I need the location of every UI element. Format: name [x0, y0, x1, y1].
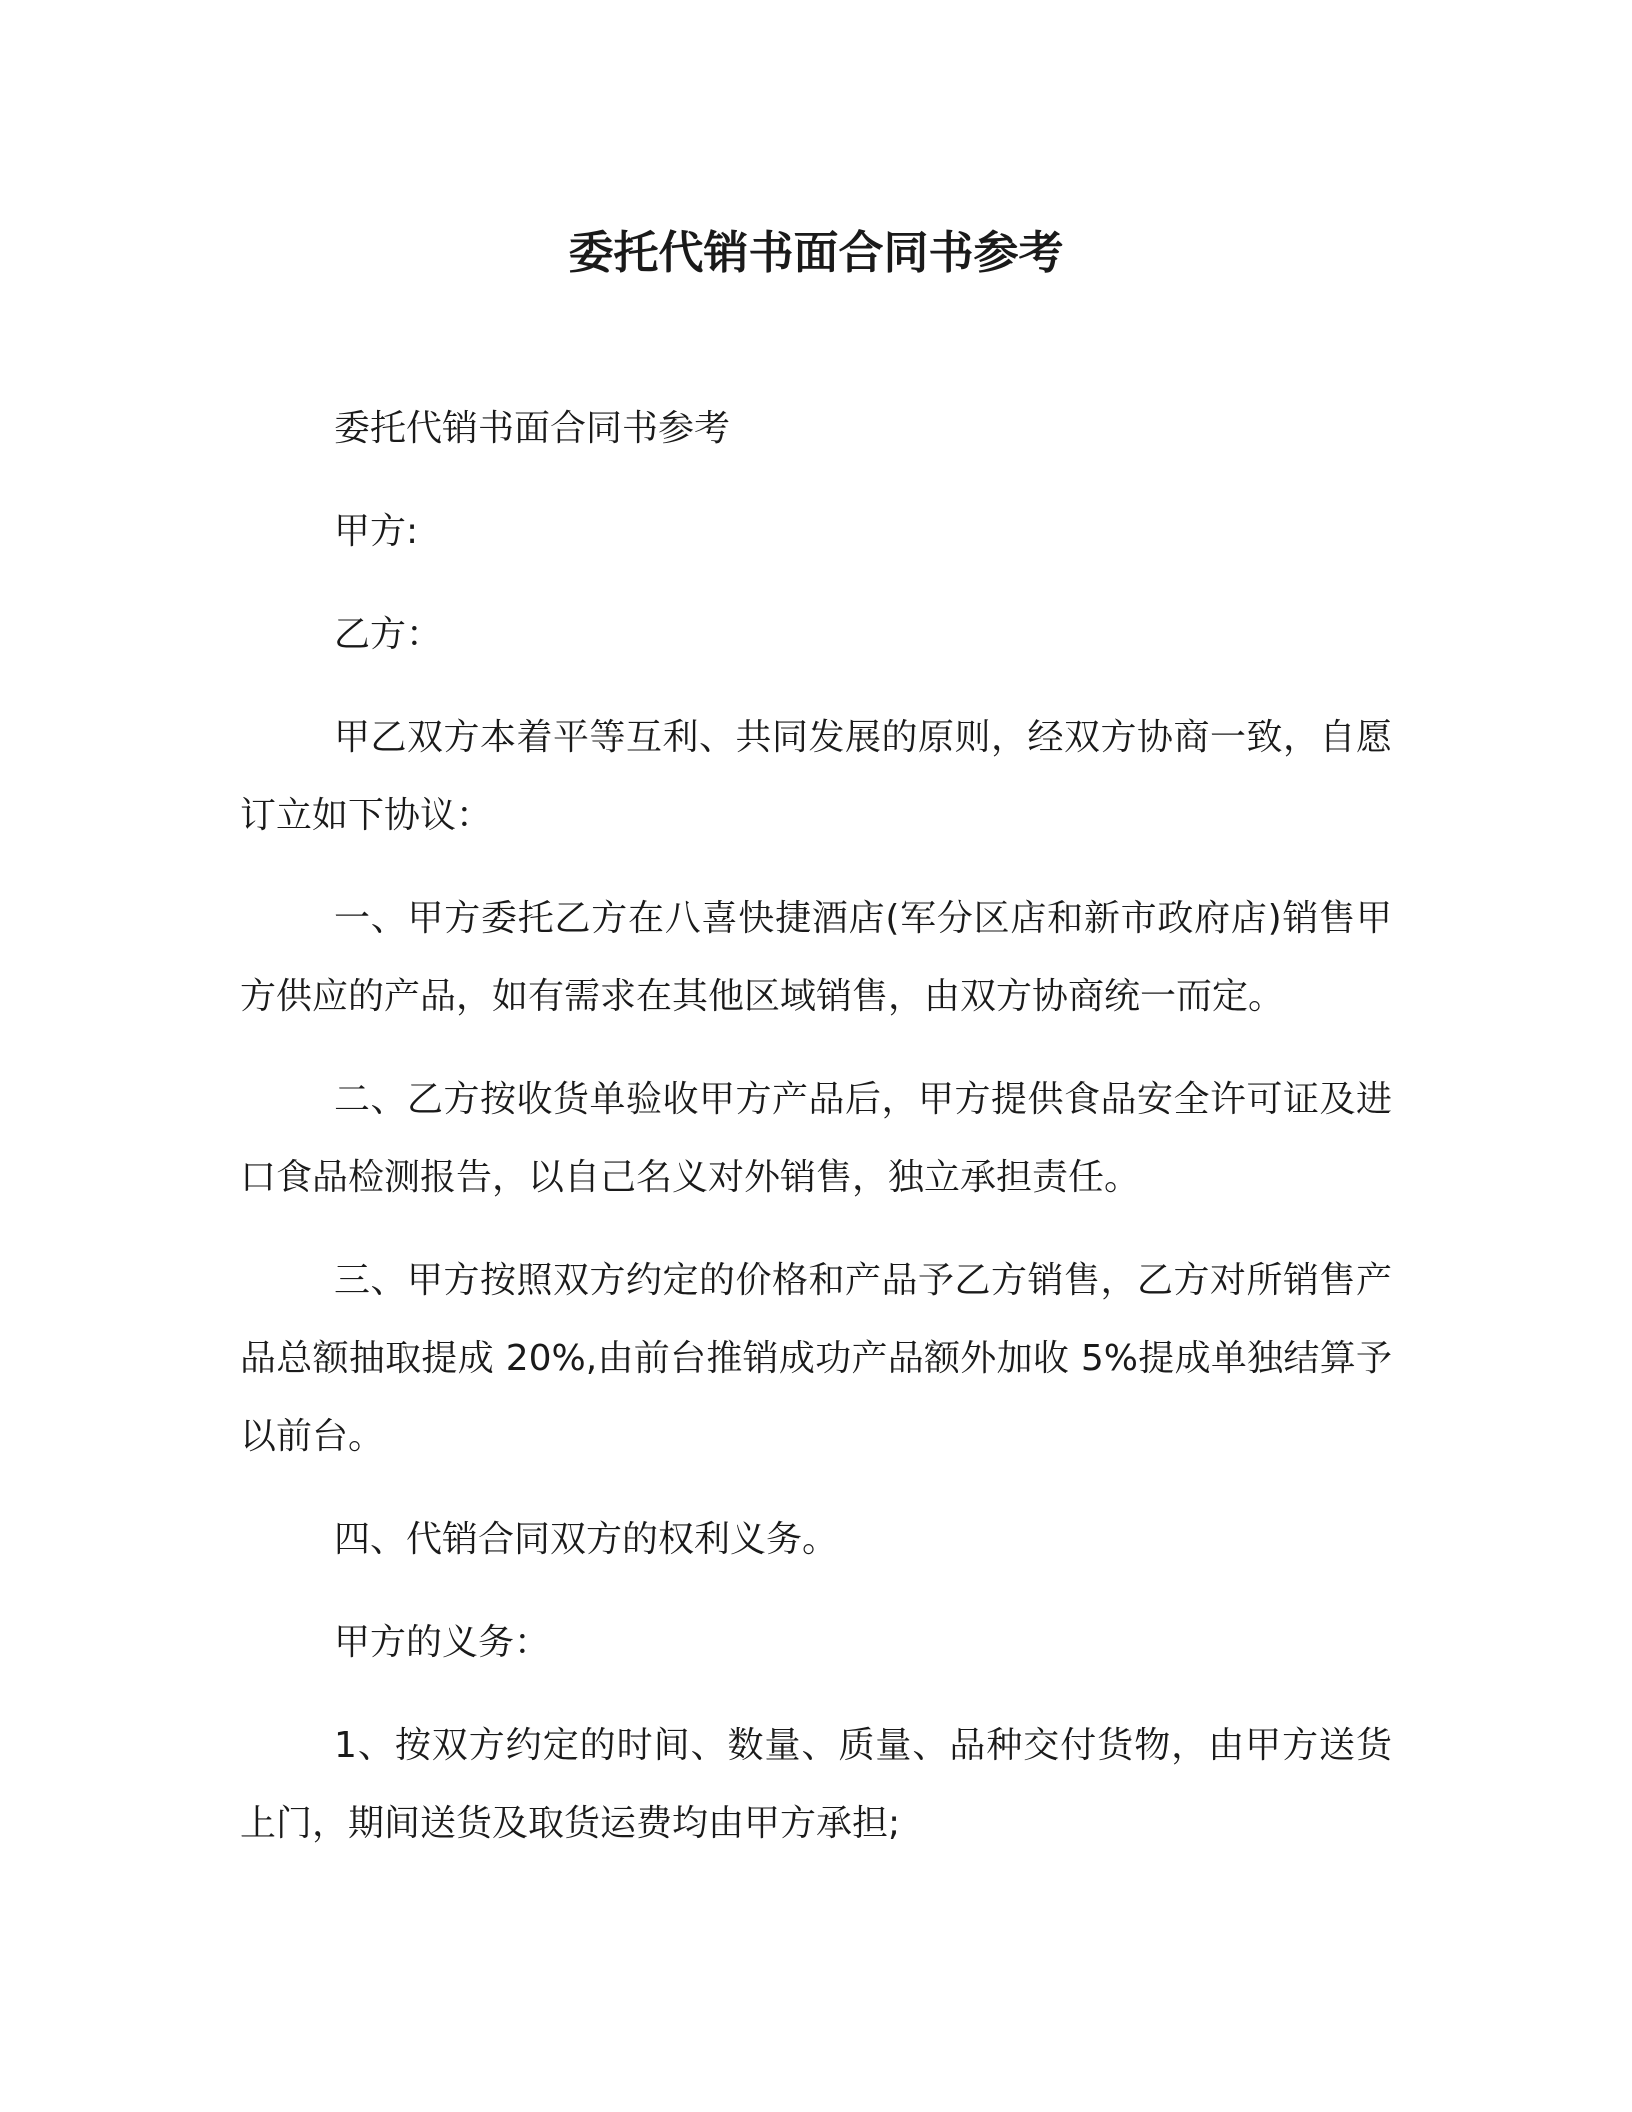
paragraph-duty-1: 1、按双方约定的时间、数量、质量、品种交付货物，由甲方送货上门，期间送货及取货运费均由甲方承担; — [240, 1725, 1392, 1844]
paragraph-clause-3: 三、甲方按照双方约定的价格和产品予乙方销售，乙方对所销售产品总额抽取提成 20%,由前台推销成功产品额外加收 5%提成单独结算予以前台。 — [240, 1260, 1392, 1457]
document-body — [240, 390, 1392, 1888]
paragraph-clause-4: 四、代销合同双方的权利义务。 — [334, 1519, 839, 1560]
paragraph-preamble: 甲乙双方本着平等互利、共同发展的原则，经双方协商一致，自愿订立如下协议： — [240, 717, 1392, 836]
paragraph-subtitle: 委托代销书面合同书参考 — [334, 408, 731, 449]
paragraph-clause-2: 二、乙方按收货单验收甲方产品后，甲方提供食品安全许可证及进口食品检测报告，以自己名义对外销售，独立承担责任。 — [240, 1079, 1392, 1198]
paragraph-party-a-duties: 甲方的义务： — [334, 1622, 551, 1663]
paragraph-clause-1: 一、甲方委托乙方在八喜快捷酒店(军分区店和新市政府店)销售甲方供应的产品，如有需求在其他区域销售，由双方协商统一而定。 — [240, 898, 1392, 1017]
document-title: 委托代销书面合同书参考 — [568, 226, 1064, 279]
paragraph-party-a: 甲方: — [334, 511, 419, 552]
paragraph-party-b: 乙方： — [334, 614, 443, 655]
